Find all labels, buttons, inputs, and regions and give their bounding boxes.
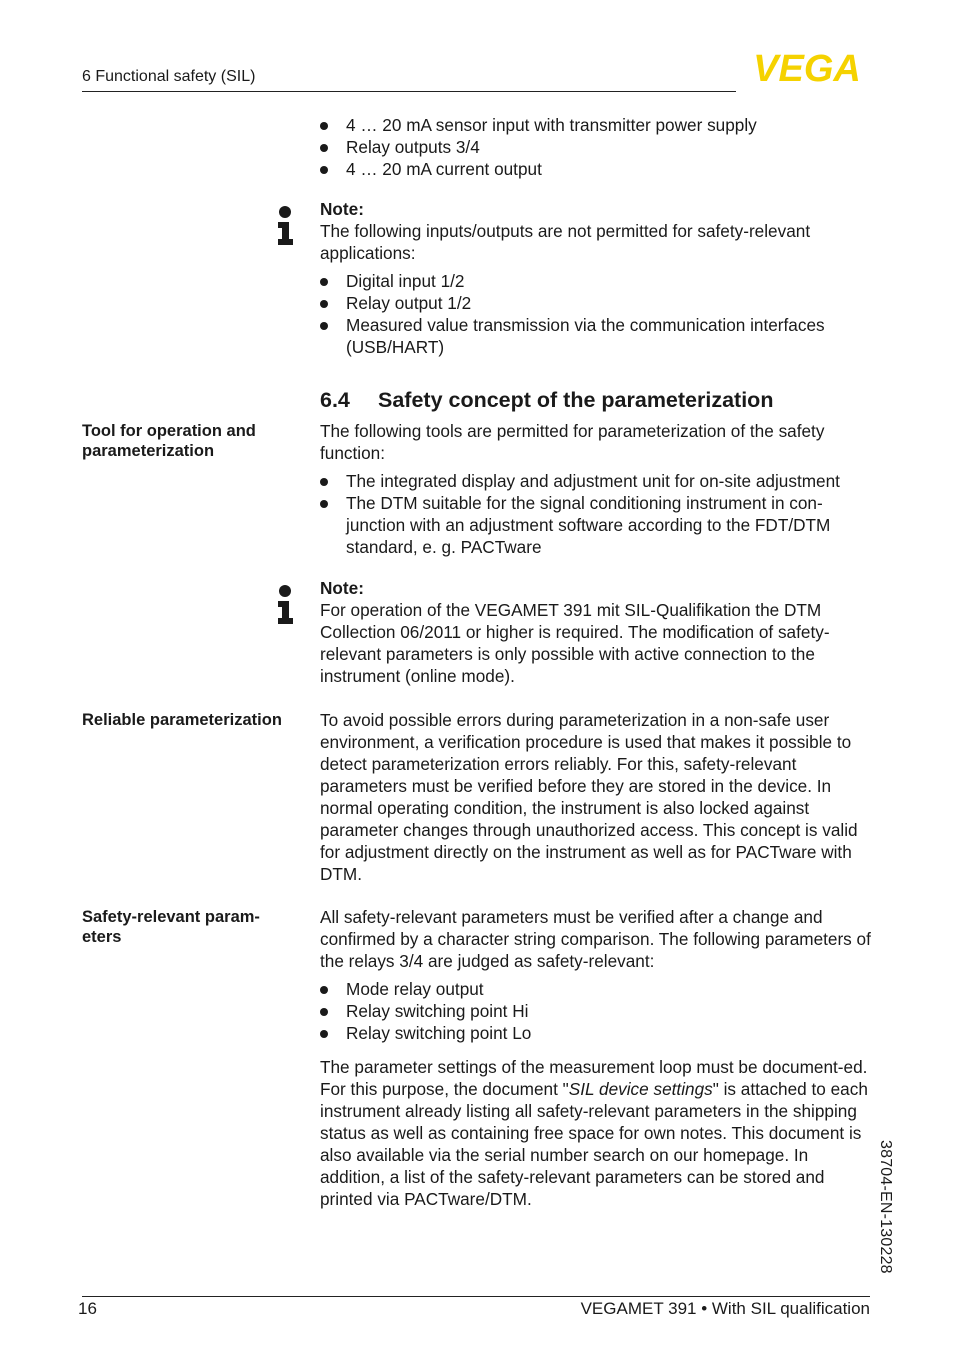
side-label-tool: Tool for operation and parameterization [82, 422, 256, 460]
safety-params-block [320, 906, 876, 1210]
note-title: Note: [320, 578, 364, 598]
note-text: For operation of the VEGAMET 391 mit SIL-Qualifikation the DTM Collection 06/2011 or higher is required. The modification of safety-relevant parameters is only possible with active connection to the instrument (online mode). [320, 600, 830, 686]
document-name: SIL device settings [568, 1079, 713, 1099]
section-heading [320, 388, 773, 413]
reliable-block [320, 709, 876, 885]
list-item: 4 … 20 mA current output [320, 158, 876, 180]
header-section-title: 6 Functional safety (SIL) [82, 68, 256, 85]
side-label-safety-params: Safety-relevant param-eters [82, 908, 260, 946]
list-item: Relay switching point Lo [320, 1022, 876, 1044]
logo-text: VEGA [753, 52, 861, 84]
vega-logo [740, 52, 874, 84]
documentation-paragraph: The parameter settings of the measurement loop must be document-ed. For this purpose, the document "SIL device settings" is attached to each instrument already listing all safety-relevant parameters in the shipping status as well as containing free space for own notes. This document is also available via the serial number search on our homepage. In addition, a list of the safety-relevant parameters can be stored and printed via PACTware/DTM. [320, 1057, 868, 1209]
safety-params-text: All safety-relevant parameters must be verified after a change and confirmed by a character string comparison. The following parameters of the relays 3/4 are judged as safety-relevant: [320, 907, 871, 971]
section-number: 6.4 [320, 388, 350, 412]
list-item: Relay switching point Hi [320, 1000, 876, 1022]
list-item: 4 … 20 mA sensor input with transmitter power supply [320, 114, 876, 136]
reliable-text: To avoid possible errors during parameterization in a non-safe user environment, a verification procedure is used that makes it possible to detect parameterization errors reliably. For this, safety-relevant parameters must be verified before they are stored in the device. In normal operating condition, the instrument is also locked against parameter changes through unauthorized access. This concept is valid for adjustment directly on the instrument as well as for PACTware with DTM. [320, 710, 858, 884]
footer-rule [82, 1296, 870, 1297]
tool-text: The following tools are permitted for parameterization of the safety function: [320, 421, 825, 463]
note-1 [320, 198, 876, 358]
page-number: 16 [78, 1299, 97, 1318]
list-item: The integrated display and adjustment unit for on-site adjustment [320, 470, 876, 492]
list-item: Digital input 1/2 [320, 270, 876, 292]
note-text: The following inputs/outputs are not permitted for safety-relevant applications: [320, 221, 811, 263]
info-icon [276, 585, 296, 625]
header-rule [82, 91, 736, 92]
section-title: Safety concept of the parameterization [378, 388, 774, 412]
list-item: The DTM suitable for the signal conditioning instrument in con-junction with an adjustment software according to the FDT/DTM standard, e. g. PACTware [320, 492, 876, 558]
list-item: Relay output 1/2 [320, 292, 876, 314]
footer-title: VEGAMET 391 • With SIL qualification [580, 1299, 870, 1318]
note-2 [320, 577, 876, 687]
tool-block [320, 420, 876, 558]
note-title: Note: [320, 199, 364, 219]
list-item: Mode relay output [320, 978, 876, 1000]
info-icon [276, 206, 296, 246]
document-code: 38704-EN-130228 [877, 1140, 894, 1274]
list-item: Measured value transmission via the communication interfaces (USB/HART) [320, 314, 876, 358]
side-label-reliable: Reliable parameterization [82, 711, 282, 729]
top-bullet-list [320, 114, 876, 180]
list-item: Relay outputs 3/4 [320, 136, 876, 158]
